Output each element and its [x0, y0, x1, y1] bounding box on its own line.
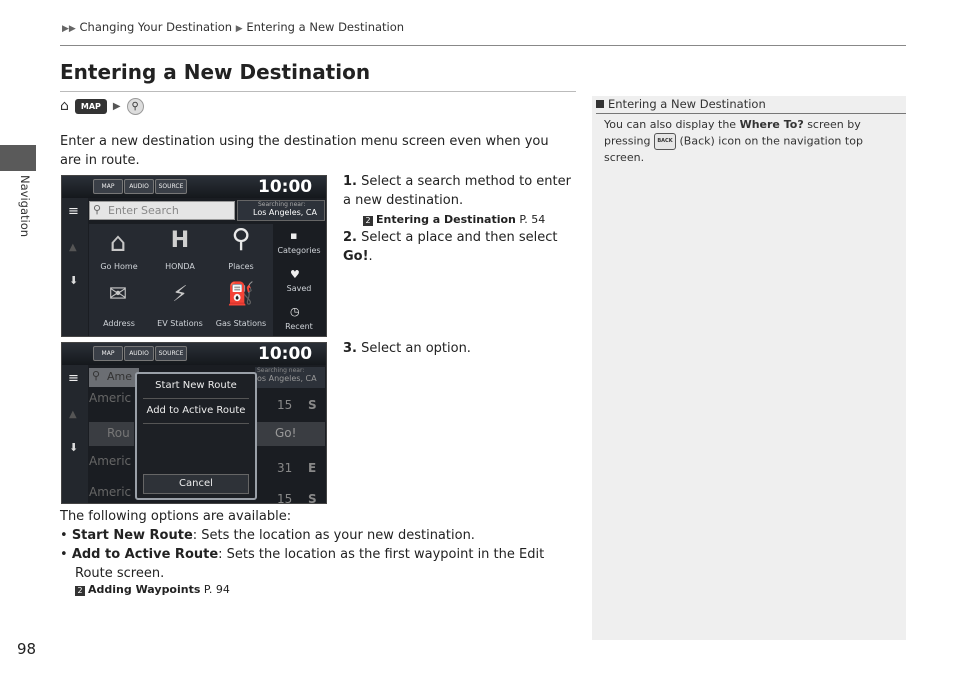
options-intro: The following options are available:	[60, 509, 292, 524]
page-title: Entering a New Destination	[60, 60, 371, 84]
searching-near-box	[255, 367, 325, 388]
title-divider	[60, 91, 576, 92]
categories-icon: ▪	[290, 229, 298, 242]
bg-route-button	[89, 422, 134, 446]
searching-near-box	[237, 200, 325, 221]
note-text-d: (Back) icon on the navigation top screen.	[604, 134, 863, 164]
bg-result-row: Americ	[89, 391, 132, 405]
search-placeholder: Enter Search	[108, 204, 179, 217]
route-option-screenshot	[61, 342, 327, 504]
screen-source-button: SOURCE	[155, 346, 187, 361]
screen-audio-button: AUDIO	[124, 346, 154, 361]
route-options-popup	[135, 372, 257, 500]
bg-direction: S	[308, 492, 317, 504]
bullet: •	[60, 547, 68, 562]
note-text-a: You can also display the	[604, 118, 740, 131]
cancel-option: Cancel	[179, 478, 213, 489]
menu-icon: ≡	[68, 204, 79, 219]
breadcrumb	[62, 20, 404, 34]
screen-map-button: MAP	[93, 346, 123, 361]
bg-result-row: Americ	[89, 454, 132, 468]
note-panel	[592, 96, 906, 640]
searching-near-value: os Angeles, CA	[257, 374, 317, 383]
bg-go-button	[255, 422, 325, 446]
step-2-number: 2.	[343, 230, 357, 245]
option-1-desc: : Sets the location as your new destination.	[192, 528, 475, 543]
go-home-icon: ⌂	[109, 228, 127, 258]
bg-search-bar	[89, 368, 139, 387]
tile-address: Address	[103, 319, 135, 328]
search-bar	[89, 201, 235, 220]
screen-clock: 10:00	[258, 177, 313, 197]
nav-path	[60, 97, 144, 115]
screen-map-button: MAP	[93, 179, 123, 194]
screen-audio-button: AUDIO	[124, 179, 154, 194]
reference-arrow-icon: 2	[363, 216, 373, 226]
start-new-route-option: Start New Route	[155, 380, 237, 391]
add-to-active-route-option: Add to Active Route	[146, 405, 246, 416]
step-1-text: Select a search method to enter a new destination.	[343, 174, 571, 208]
categories-label: Categories	[277, 246, 321, 255]
bg-go-label: Go!	[275, 426, 297, 440]
option-1-title: Start New Route	[71, 528, 193, 543]
honda-logo-icon: H	[170, 228, 190, 253]
section-label: Navigation	[18, 175, 32, 238]
option-2-title: Add to Active Route	[71, 547, 219, 562]
search-icon: ⚲	[93, 203, 102, 216]
bg-route-label: Rou	[107, 426, 130, 440]
breadcrumb-item-1[interactable]: Changing Your Destination	[79, 20, 233, 34]
step-1-reference	[363, 210, 545, 229]
scroll-up-icon: ▲	[69, 409, 77, 420]
menu-icon: ≡	[68, 371, 79, 386]
step-1	[343, 172, 578, 210]
ev-station-icon: ⚡	[172, 282, 188, 307]
scroll-down-icon: ⬇	[69, 441, 79, 454]
step-2-period: .	[368, 249, 373, 264]
address-mailbox-icon: ✉	[108, 282, 128, 307]
bullet: •	[60, 528, 68, 543]
breadcrumb-arrow-icon: ▶▶	[62, 24, 76, 34]
step-3	[343, 339, 471, 358]
tile-places: Places	[228, 262, 254, 271]
back-icon	[654, 133, 676, 150]
tile-gas-stations: Gas Stations	[215, 319, 267, 328]
step-2	[343, 228, 588, 266]
bg-result-row: Americ	[89, 485, 132, 499]
map-button-icon: MAP	[75, 99, 107, 114]
screen-source-button: SOURCE	[155, 179, 187, 194]
gas-station-icon: ⛽	[227, 282, 255, 307]
step-1-ref-title[interactable]: Entering a Destination	[376, 213, 516, 226]
bg-distance: 15	[277, 398, 293, 412]
back-icon-label: BACK	[657, 138, 673, 144]
ref-page: P. 94	[203, 583, 230, 596]
bg-search-text: Ame	[107, 370, 133, 383]
search-icon: ⚲	[127, 98, 144, 115]
adding-waypoints-reference	[75, 583, 230, 596]
bg-distance: 31	[277, 461, 293, 475]
places-pin-icon: ⚲	[231, 224, 251, 254]
home-icon: ⌂	[60, 98, 69, 114]
searching-near-value: Los Angeles, CA	[253, 208, 317, 217]
screen-clock: 10:00	[258, 344, 313, 364]
step-2-go: Go!	[343, 249, 369, 264]
step-2-text: Select a place and then select	[361, 230, 558, 245]
recent-label: Recent	[285, 322, 313, 331]
saved-heart-icon: ♥	[290, 268, 300, 281]
saved-label: Saved	[286, 284, 312, 293]
step-1-ref-page: P. 54	[519, 213, 546, 226]
breadcrumb-item-2[interactable]: Entering a New Destination	[246, 20, 405, 34]
searching-near-label: Searching near:	[258, 201, 306, 208]
note-text	[604, 117, 879, 166]
option-2-desc: : Sets the location as the first waypoint in the Edit Route screen.	[75, 547, 545, 581]
tile-ev-stations: EV Stations	[157, 319, 203, 328]
searching-near-label: Searching near:	[257, 367, 305, 374]
reference-arrow-icon: 2	[75, 586, 85, 596]
arrow-icon: ▶	[112, 100, 121, 112]
bg-direction: E	[308, 461, 317, 475]
note-text-c: screen by pressing	[604, 118, 861, 148]
bg-direction: S	[308, 398, 317, 412]
tile-go-home: Go Home	[100, 262, 138, 271]
scroll-down-icon: ⬇	[69, 274, 79, 287]
scroll-up-icon: ▲	[69, 242, 77, 253]
note-marker-icon	[596, 100, 604, 108]
option-add-to-active-route	[60, 545, 570, 583]
tile-honda: HONDA	[165, 262, 195, 271]
note-where-to: Where To?	[739, 118, 804, 131]
breadcrumb-arrow-icon: ▶	[235, 24, 243, 34]
recent-clock-icon: ◷	[290, 305, 300, 318]
intro-text: Enter a new destination using the destination menu screen even when you are in route.	[60, 134, 549, 168]
option-start-new-route	[60, 526, 560, 545]
step-1-number: 1.	[343, 174, 357, 189]
note-title	[596, 97, 766, 111]
note-title-text: Entering a New Destination	[608, 97, 766, 111]
search-icon: ⚲	[92, 369, 101, 382]
step-3-text: Select an option.	[361, 341, 471, 356]
step-3-number: 3.	[343, 341, 357, 356]
bg-distance: 15	[277, 492, 293, 504]
header-divider	[60, 45, 906, 46]
page-number: 98	[17, 640, 37, 658]
note-divider	[596, 113, 906, 114]
ref-title[interactable]: Adding Waypoints	[88, 583, 201, 596]
destination-menu-screenshot	[61, 175, 327, 337]
section-tab	[0, 145, 36, 171]
cancel-option-box	[143, 474, 249, 494]
